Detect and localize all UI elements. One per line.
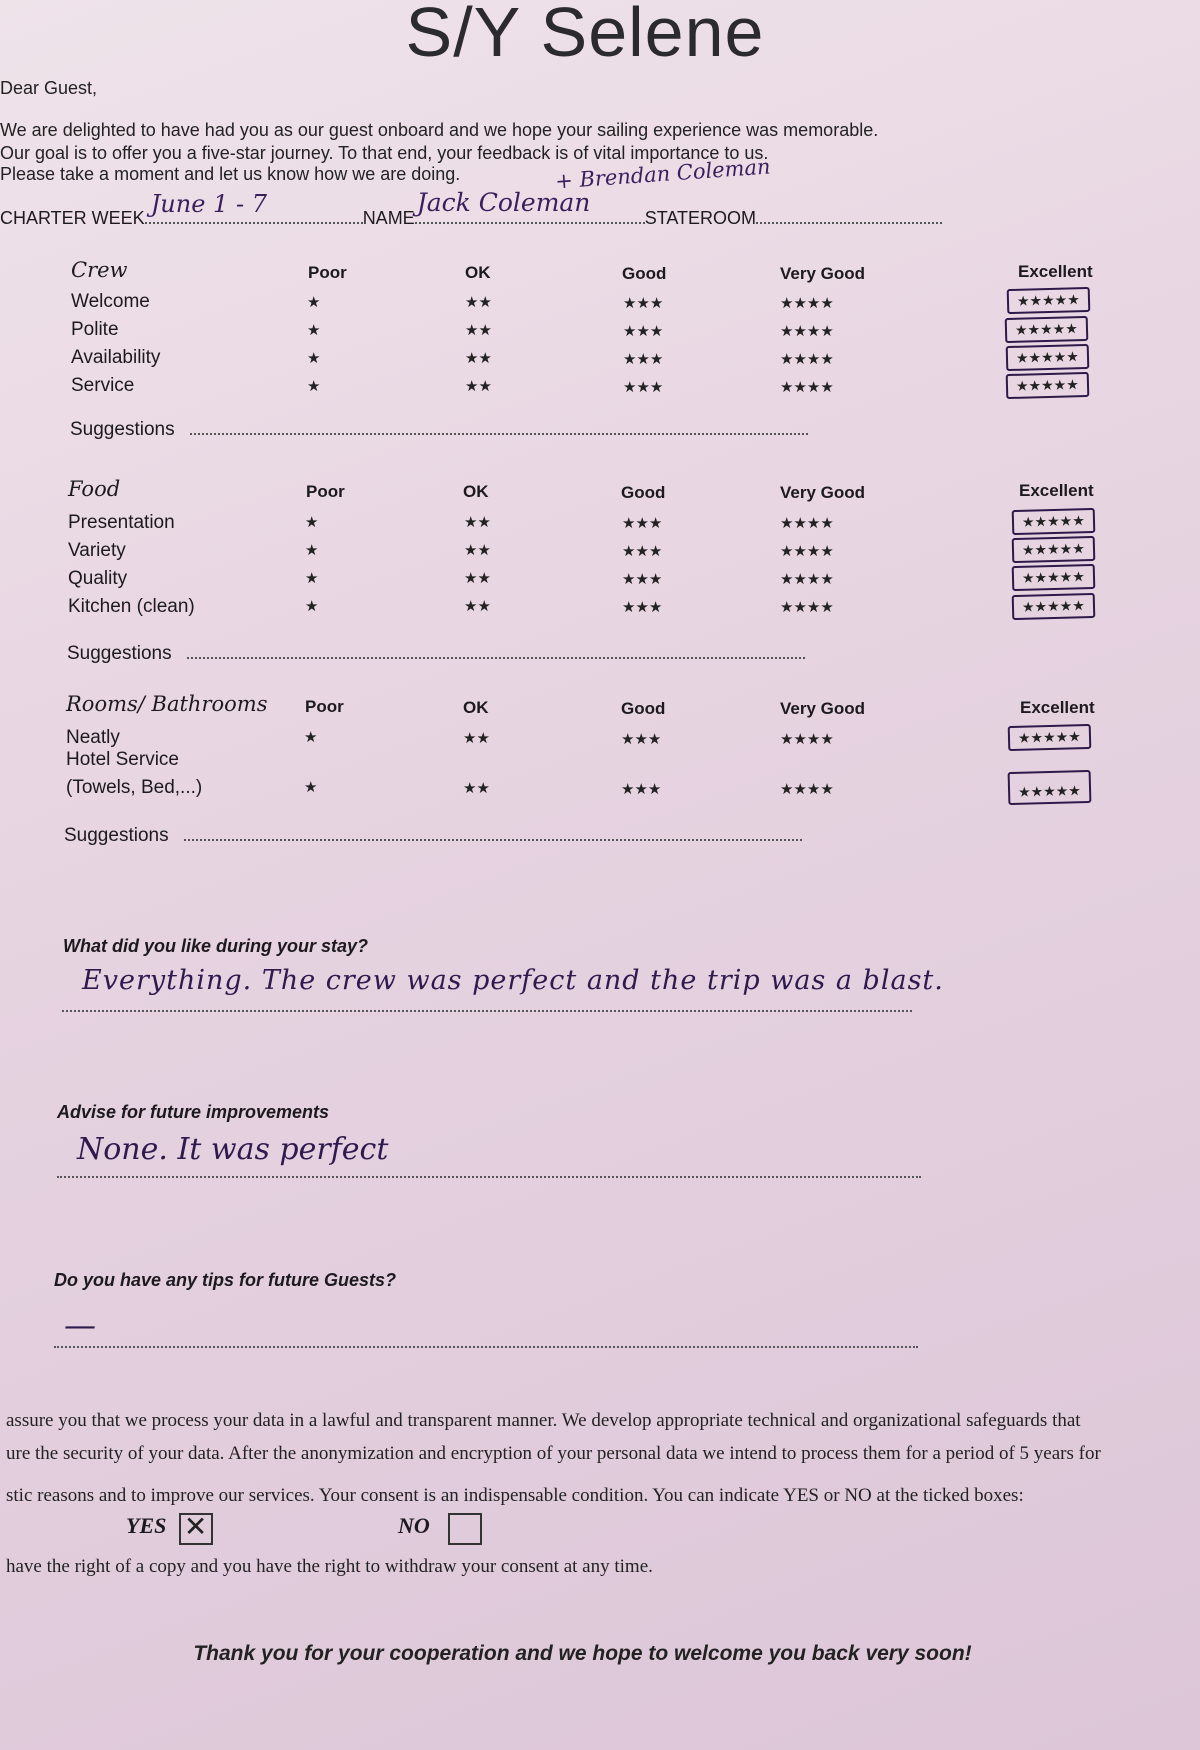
column-ok: OK <box>465 263 491 282</box>
section-title: Food <box>68 477 121 501</box>
rating-option-ok[interactable]: ★★ <box>463 780 490 797</box>
section-title: Rooms/ Bathrooms <box>66 692 268 716</box>
rating-option-poor[interactable]: ★ <box>304 779 318 796</box>
suggestions-rooms <box>64 825 802 847</box>
intro-line-1: We are delighted to have had you as our guest onboard and we hope your sailing experience was memorable. <box>0 120 879 140</box>
greeting: Dear Guest, <box>0 78 98 98</box>
answer-field[interactable] <box>57 1132 921 1178</box>
charter-week-label: CHARTER WEEK <box>0 208 145 228</box>
rating-option-excellent-selected[interactable]: ★★★★★ <box>1012 536 1095 563</box>
rating-option-poor[interactable]: ★ <box>307 350 321 367</box>
column-ok: OK <box>463 698 489 717</box>
consent-rights-line: have the right of a copy and you have the right to withdraw your consent at any time. <box>6 1556 653 1577</box>
yes-checkbox[interactable] <box>179 1513 213 1545</box>
rating-option-excellent-selected[interactable]: ★★★★★ <box>1012 564 1095 591</box>
row-label: Presentation <box>68 512 175 533</box>
name-field[interactable] <box>415 188 645 224</box>
rating-option-very-good[interactable]: ★★★★ <box>780 351 834 368</box>
suggestions-label: Suggestions <box>67 643 172 664</box>
section-title: Crew <box>71 258 128 282</box>
column-excellent: Excellent <box>1018 262 1093 281</box>
rating-option-very-good[interactable]: ★★★★ <box>780 323 834 340</box>
rating-option-excellent-selected[interactable]: ★★★★★ <box>1007 287 1090 314</box>
suggestions-food <box>67 643 805 665</box>
column-good: Good <box>621 483 666 502</box>
rating-option-ok[interactable]: ★★ <box>465 294 492 311</box>
rating-option-good[interactable]: ★★★ <box>621 781 662 798</box>
charter-info-line <box>0 188 942 229</box>
row-label: Availability <box>71 347 161 368</box>
rating-option-excellent-selected[interactable]: ★★★★★ <box>1006 344 1089 371</box>
rating-option-ok[interactable]: ★★ <box>465 322 492 339</box>
row-label: Quality <box>68 568 128 589</box>
rating-option-good[interactable]: ★★★ <box>622 543 663 560</box>
rating-option-very-good[interactable]: ★★★★ <box>780 571 834 588</box>
rating-option-ok[interactable]: ★★ <box>464 514 491 531</box>
yes-label: YES <box>126 1513 167 1539</box>
suggestions-input[interactable] <box>190 421 808 435</box>
suggestions-input[interactable] <box>184 827 802 841</box>
rating-option-good[interactable]: ★★★ <box>621 731 662 748</box>
row-label: Neatly <box>66 727 120 748</box>
rating-option-good[interactable]: ★★★ <box>623 351 664 368</box>
row-label-continued: (Towels, Bed,...) <box>66 777 203 798</box>
consent-line-3: stic reasons and to improve our services. Your consent is an indispensable condition. You can indicate YES or NO at the ticked boxes: <box>6 1485 1024 1506</box>
question-label: What did you like during your stay? <box>63 936 369 956</box>
rating-option-very-good[interactable]: ★★★★ <box>780 599 834 616</box>
rating-option-very-good[interactable]: ★★★★ <box>780 379 834 396</box>
column-poor: Poor <box>308 263 347 282</box>
row-label: Welcome <box>71 291 150 312</box>
column-ok: OK <box>463 482 489 501</box>
row-label: Service <box>71 375 135 396</box>
answer-field[interactable] <box>54 1306 918 1348</box>
rating-option-good[interactable]: ★★★ <box>622 515 663 532</box>
no-checkbox[interactable] <box>448 1513 482 1545</box>
rating-option-excellent-selected[interactable]: ★★★★★ <box>1012 593 1095 620</box>
name-label: NAME <box>362 208 415 228</box>
rating-option-ok[interactable]: ★★ <box>464 598 491 615</box>
rating-option-excellent-selected[interactable]: ★★★★★ <box>1008 724 1091 751</box>
suggestions-label: Suggestions <box>64 825 169 846</box>
rating-option-good[interactable]: ★★★ <box>623 379 664 396</box>
rating-option-very-good[interactable]: ★★★★ <box>780 295 834 312</box>
column-very-good: Very Good <box>780 483 866 502</box>
column-very-good: Very Good <box>780 264 866 283</box>
rating-option-excellent-selected[interactable]: ★★★★★ <box>1005 316 1088 343</box>
suggestions-label: Suggestions <box>70 419 175 440</box>
column-poor: Poor <box>306 482 345 501</box>
rating-option-ok[interactable]: ★★ <box>465 378 492 395</box>
row-label: Polite <box>71 319 119 340</box>
row-label: Variety <box>68 540 126 561</box>
consent-line-2: ure the security of your data. After the anonymization and encryption of your personal data we intend to process them for a period of 5 years for <box>6 1443 1101 1464</box>
column-good: Good <box>622 264 667 283</box>
name-value: Jack Coleman <box>416 188 591 217</box>
rating-option-ok[interactable]: ★★ <box>463 730 490 747</box>
name-extra-handwritten: + Brendan Coleman <box>554 154 772 194</box>
question-label: Do you have any tips for future Guests? <box>54 1270 397 1290</box>
intro-line-3: Please take a moment and let us know how we are doing. <box>0 164 461 184</box>
stateroom-label: STATEROOM <box>644 208 757 228</box>
rating-option-poor[interactable]: ★ <box>305 514 319 531</box>
suggestions-crew <box>70 419 808 441</box>
column-excellent: Excellent <box>1019 481 1094 500</box>
rating-option-poor[interactable]: ★ <box>304 729 318 746</box>
rating-option-poor[interactable]: ★ <box>307 322 321 339</box>
column-excellent: Excellent <box>1020 698 1095 717</box>
answer-text: Everything. The crew was perfect and the trip was a blast. <box>82 965 944 996</box>
rating-option-poor[interactable]: ★ <box>307 294 321 311</box>
consent-yes <box>126 1513 213 1545</box>
page-title: S/Y Selene <box>405 0 765 71</box>
rating-option-poor[interactable]: ★ <box>305 542 319 559</box>
answer-text: None. It was perfect <box>77 1132 389 1167</box>
charter-week-field[interactable] <box>145 190 363 224</box>
rating-option-very-good[interactable]: ★★★★ <box>780 781 834 798</box>
check-mark-icon: ✕ <box>183 1511 208 1542</box>
rating-option-excellent-selected[interactable]: ★★★★★ <box>1012 508 1095 535</box>
rating-option-good[interactable]: ★★★ <box>623 295 664 312</box>
rating-option-ok[interactable]: ★★ <box>465 350 492 367</box>
suggestions-input[interactable] <box>187 645 805 659</box>
rating-option-ok[interactable]: ★★ <box>464 542 491 559</box>
column-poor: Poor <box>305 697 344 716</box>
stateroom-field[interactable] <box>756 204 942 224</box>
charter-week-value: June 1 - 7 <box>150 190 267 218</box>
rating-option-good[interactable]: ★★★ <box>623 323 664 340</box>
rating-option-poor[interactable]: ★ <box>305 598 319 615</box>
consent-no <box>398 1513 482 1545</box>
rating-option-poor[interactable]: ★ <box>307 378 321 395</box>
rating-option-excellent-selected[interactable]: ★★★★★ <box>1006 372 1089 399</box>
column-good: Good <box>621 699 666 718</box>
rating-option-poor[interactable]: ★ <box>305 570 319 587</box>
rating-option-excellent-selected[interactable]: ★★★★★ <box>1008 770 1092 805</box>
row-label: Kitchen (clean) <box>68 596 195 617</box>
question-label: Advise for future improvements <box>57 1102 330 1122</box>
no-label: NO <box>398 1513 430 1539</box>
rating-option-ok[interactable]: ★★ <box>464 570 491 587</box>
rating-option-very-good[interactable]: ★★★★ <box>780 515 834 532</box>
consent-line-1: assure you that we process your data in a lawful and transparent manner. We develop appropriate technical and organizational safeguards that <box>6 1410 1081 1431</box>
thanks-message: Thank you for your cooperation and we hope to welcome you back very soon! <box>193 1642 972 1665</box>
column-very-good: Very Good <box>780 699 866 718</box>
intro-line-2: Our goal is to offer you a five-star journey. To that end, your feedback is of vital importance to us. <box>0 143 769 163</box>
row-label: Hotel Service <box>66 749 179 770</box>
rating-option-very-good[interactable]: ★★★★ <box>780 543 834 560</box>
answer-field[interactable] <box>62 965 944 1012</box>
rating-option-very-good[interactable]: ★★★★ <box>780 731 834 748</box>
rating-option-good[interactable]: ★★★ <box>622 571 663 588</box>
answer-text: — <box>64 1306 96 1344</box>
rating-option-good[interactable]: ★★★ <box>622 599 663 616</box>
